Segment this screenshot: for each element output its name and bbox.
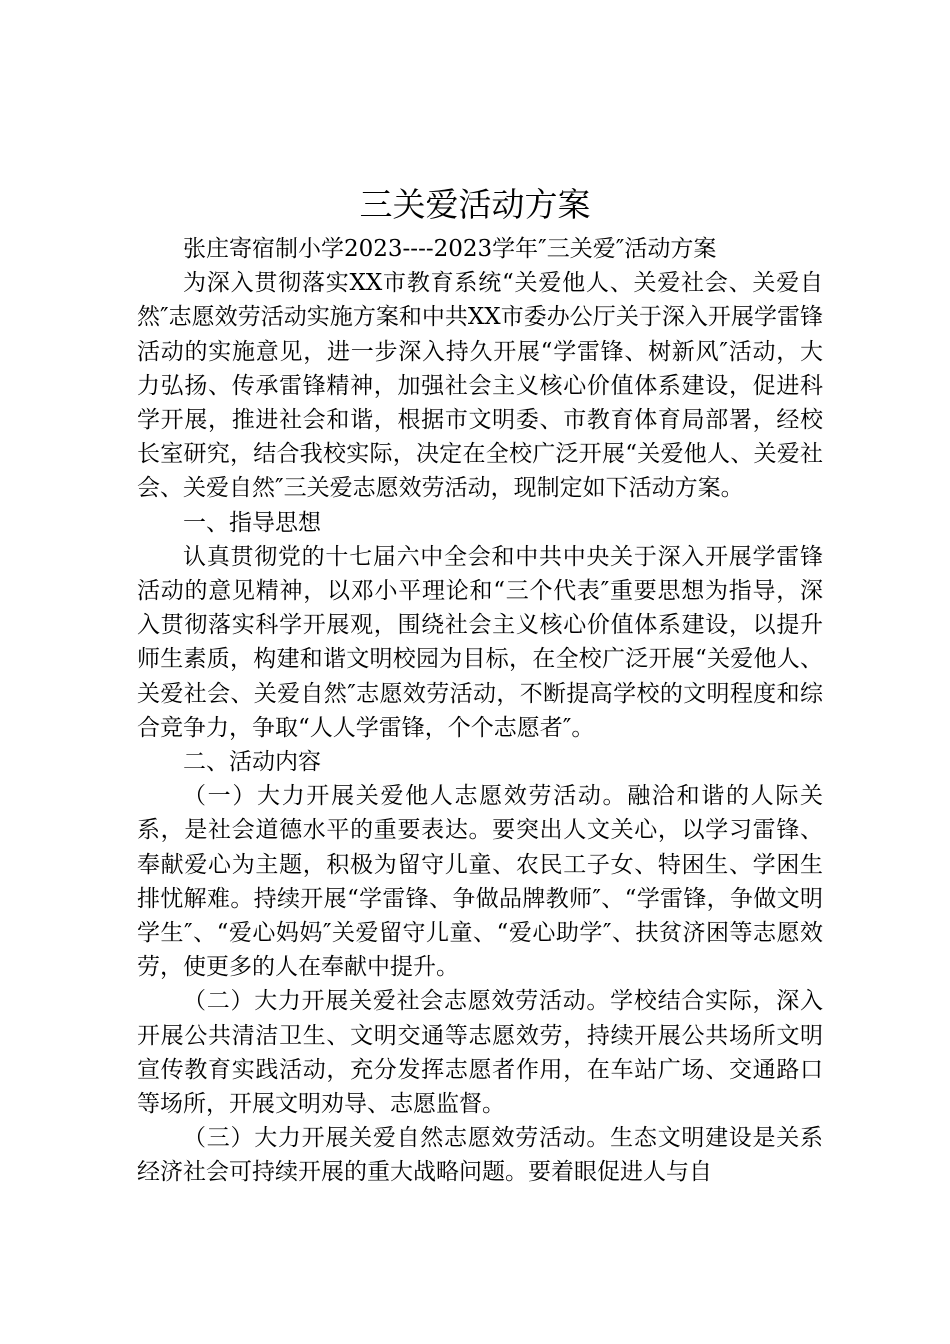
- care-for-others-paragraph: （一）大力开展关爱他人志愿效劳活动。融洽和谐的人际关系，是社会道德水平的重要表达。要突出人文关心，以学习雷锋、奉献爱心为主题，积极为留守儿童、农民工子女、特困生、学困生排忧解难。持续开展“学雷锋、争做品牌教师″、“学雷锋，争做文明学生″、“爱心妈妈″关爱留守儿童、“爱心助学″、扶贫济困等志愿效劳，使更多的人在奉献中提升。: [137, 783, 823, 981]
- care-for-society-paragraph: （二）大力开展关爱社会志愿效劳活动。学校结合实际，深入开展公共清洁卫生、文明交通等志愿效劳，持续开展公共场所文明宣传教育实践活动，充分发挥志愿者作用，在车站广场、交通路口等场所，开展文明劝导、志愿监督。: [137, 988, 823, 1118]
- guiding-ideology-paragraph: 认真贯彻党的十七届六中全会和中共中央关于深入开展学雷锋活动的意见精神，以邓小平理论和“三个代表″重要思想为指导，深入贯彻落实科学开展观，围绕社会主义核心价值体系建设，以提升师生素质，构建和谐文明校园为目标，在全校广泛开展“关爱他人、关爱社会、关爱自然″志愿效劳活动，不断提高学校的文明程度和综合竞争力，争取“人人学雷锋，个个志愿者″。: [137, 543, 823, 741]
- subtitle-paragraph: 张庄寄宿制小学2023----2023学年″三关爱″活动方案: [183, 236, 717, 262]
- document-body: [137, 232, 823, 1190]
- care-for-nature-paragraph: （三）大力开展关爱自然志愿效劳活动。生态文明建设是关系经济社会可持续开展的重大战略问题。要着眼促进人与自: [137, 1125, 823, 1186]
- section-heading-guiding-ideology: 一、指导思想: [183, 509, 321, 536]
- intro-paragraph: 为深入贯彻落实XX市教育系统“关爱他人、关爱社会、关爱自然″志愿效劳活动实施方案和中共XX市委办公厅关于深入开展学雷锋活动的实施意见，进一步深入持久开展“学雷锋、树新风″活动，大力弘扬、传承雷锋精神，加强社会主义核心价值体系建设，促进科学开展，推进社会和谐，根据市文明委、市教育体育局部署，经校长室研究，结合我校实际，决定在全校广泛开展“关爱他人、关爱社会、关爱自然″三关爱志愿效劳活动，现制定如下活动方案。: [137, 270, 823, 502]
- document-title: 三关爱活动方案: [359, 185, 591, 224]
- section-heading-activity-content: 二、活动内容: [183, 749, 321, 776]
